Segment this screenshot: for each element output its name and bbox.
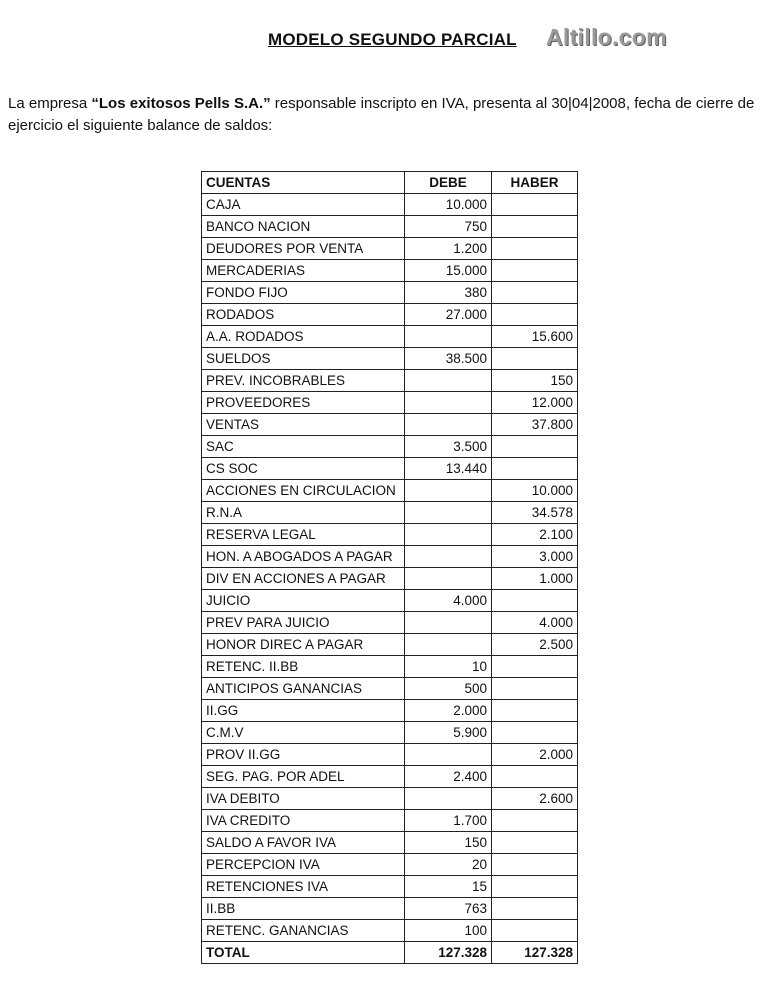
header-cuentas: CUENTAS: [202, 172, 405, 194]
account-cell: II.BB: [202, 898, 405, 920]
debe-cell: 150: [405, 832, 492, 854]
haber-cell: 37.800: [492, 414, 578, 436]
debe-cell: [405, 370, 492, 392]
haber-cell: 3.000: [492, 546, 578, 568]
intro-suffix: responsable inscripto en IVA, presenta al 30|04|2008, fecha de cierre de ejercicio el siguiente balance de saldos:: [8, 95, 755, 134]
debe-cell: [405, 480, 492, 502]
table-row: [202, 392, 578, 414]
table-row: [202, 744, 578, 766]
debe-cell: 763: [405, 898, 492, 920]
account-cell: DEUDORES POR VENTA: [202, 238, 405, 260]
table-row: [202, 810, 578, 832]
debe-cell: 500: [405, 678, 492, 700]
table-row: [202, 612, 578, 634]
table-row: [202, 194, 578, 216]
table-row: [202, 854, 578, 876]
account-cell: RETENCIONES IVA: [202, 876, 405, 898]
table-row: [202, 788, 578, 810]
haber-cell: [492, 348, 578, 370]
balance-table: [201, 171, 578, 964]
account-cell: RETENC. II.BB: [202, 656, 405, 678]
haber-cell: 4.000: [492, 612, 578, 634]
account-cell: FONDO FIJO: [202, 282, 405, 304]
haber-cell: 2.600: [492, 788, 578, 810]
table-row: [202, 502, 578, 524]
haber-cell: [492, 920, 578, 942]
table-row: [202, 282, 578, 304]
table-row: [202, 546, 578, 568]
haber-cell: [492, 854, 578, 876]
haber-cell: [492, 436, 578, 458]
account-cell: JUICIO: [202, 590, 405, 612]
table-header-row: [202, 172, 578, 194]
debe-cell: 100: [405, 920, 492, 942]
debe-cell: 38.500: [405, 348, 492, 370]
account-cell: PERCEPCION IVA: [202, 854, 405, 876]
intro-prefix: La empresa: [8, 95, 92, 112]
debe-cell: 1.700: [405, 810, 492, 832]
account-cell: ACCIONES EN CIRCULACION: [202, 480, 405, 502]
account-cell: HONOR DIREC A PAGAR: [202, 634, 405, 656]
debe-cell: [405, 524, 492, 546]
haber-cell: [492, 832, 578, 854]
table-row: [202, 326, 578, 348]
debe-cell: 750: [405, 216, 492, 238]
account-cell: R.N.A: [202, 502, 405, 524]
table-row: [202, 238, 578, 260]
haber-cell: [492, 194, 578, 216]
debe-cell: 20: [405, 854, 492, 876]
account-cell: MERCADERIAS: [202, 260, 405, 282]
table-row: [202, 590, 578, 612]
account-cell: CAJA: [202, 194, 405, 216]
total-label: TOTAL: [202, 942, 405, 964]
debe-cell: 5.900: [405, 722, 492, 744]
debe-cell: [405, 612, 492, 634]
account-cell: SAC: [202, 436, 405, 458]
debe-cell: 10.000: [405, 194, 492, 216]
debe-cell: [405, 568, 492, 590]
account-cell: DIV EN ACCIONES A PAGAR: [202, 568, 405, 590]
table-row: [202, 568, 578, 590]
table-row: [202, 832, 578, 854]
table-row: [202, 766, 578, 788]
table-row: [202, 920, 578, 942]
header-haber: HABER: [492, 172, 578, 194]
haber-cell: [492, 722, 578, 744]
debe-cell: 10: [405, 656, 492, 678]
table-row: [202, 524, 578, 546]
haber-cell: [492, 678, 578, 700]
account-cell: SUELDOS: [202, 348, 405, 370]
debe-cell: [405, 414, 492, 436]
account-cell: CS SOC: [202, 458, 405, 480]
haber-cell: [492, 238, 578, 260]
account-cell: BANCO NACION: [202, 216, 405, 238]
debe-cell: 2.000: [405, 700, 492, 722]
haber-cell: 12.000: [492, 392, 578, 414]
debe-cell: 3.500: [405, 436, 492, 458]
table-row: [202, 370, 578, 392]
account-cell: IVA CREDITO: [202, 810, 405, 832]
account-cell: C.M.V: [202, 722, 405, 744]
company-name: “Los exitosos Pells S.A.”: [91, 95, 271, 112]
table-row: [202, 414, 578, 436]
haber-cell: [492, 458, 578, 480]
table-row: [202, 348, 578, 370]
haber-cell: [492, 700, 578, 722]
debe-cell: 13.440: [405, 458, 492, 480]
total-row: [202, 942, 578, 964]
account-cell: A.A. RODADOS: [202, 326, 405, 348]
table-row: [202, 656, 578, 678]
debe-cell: [405, 502, 492, 524]
haber-cell: 1.000: [492, 568, 578, 590]
account-cell: RODADOS: [202, 304, 405, 326]
debe-cell: 15.000: [405, 260, 492, 282]
account-cell: PROVEEDORES: [202, 392, 405, 414]
haber-cell: [492, 656, 578, 678]
haber-cell: [492, 590, 578, 612]
table-row: [202, 700, 578, 722]
document-title: MODELO SEGUNDO PARCIAL: [268, 30, 517, 49]
table-row: [202, 898, 578, 920]
debe-cell: [405, 744, 492, 766]
debe-cell: [405, 634, 492, 656]
account-cell: PROV II.GG: [202, 744, 405, 766]
table-row: [202, 678, 578, 700]
table-row: [202, 480, 578, 502]
haber-cell: [492, 216, 578, 238]
debe-cell: [405, 392, 492, 414]
total-debe: 127.328: [405, 942, 492, 964]
table-row: [202, 722, 578, 744]
haber-cell: [492, 304, 578, 326]
haber-cell: 2.500: [492, 634, 578, 656]
table-row: [202, 458, 578, 480]
table-row: [202, 436, 578, 458]
table-row: [202, 216, 578, 238]
debe-cell: 380: [405, 282, 492, 304]
intro-paragraph: [8, 93, 776, 137]
debe-cell: 2.400: [405, 766, 492, 788]
haber-cell: 34.578: [492, 502, 578, 524]
haber-cell: [492, 810, 578, 832]
account-cell: PREV. INCOBRABLES: [202, 370, 405, 392]
total-haber: 127.328: [492, 942, 578, 964]
watermark-logo: Altillo.com: [546, 24, 667, 50]
account-cell: PREV PARA JUICIO: [202, 612, 405, 634]
table-row: [202, 304, 578, 326]
account-cell: IVA DEBITO: [202, 788, 405, 810]
table-row: [202, 634, 578, 656]
debe-cell: [405, 546, 492, 568]
table-row: [202, 260, 578, 282]
header-debe: DEBE: [405, 172, 492, 194]
haber-cell: 15.600: [492, 326, 578, 348]
account-cell: HON. A ABOGADOS A PAGAR: [202, 546, 405, 568]
haber-cell: [492, 260, 578, 282]
debe-cell: 1.200: [405, 238, 492, 260]
debe-cell: [405, 326, 492, 348]
haber-cell: 2.000: [492, 744, 578, 766]
haber-cell: 150: [492, 370, 578, 392]
table-body: [202, 194, 578, 942]
account-cell: II.GG: [202, 700, 405, 722]
haber-cell: 10.000: [492, 480, 578, 502]
account-cell: SEG. PAG. POR ADEL: [202, 766, 405, 788]
haber-cell: 2.100: [492, 524, 578, 546]
haber-cell: [492, 282, 578, 304]
account-cell: ANTICIPOS GANANCIAS: [202, 678, 405, 700]
table-row: [202, 876, 578, 898]
debe-cell: 27.000: [405, 304, 492, 326]
haber-cell: [492, 876, 578, 898]
debe-cell: [405, 788, 492, 810]
haber-cell: [492, 766, 578, 788]
account-cell: VENTAS: [202, 414, 405, 436]
haber-cell: [492, 898, 578, 920]
account-cell: SALDO A FAVOR IVA: [202, 832, 405, 854]
debe-cell: 15: [405, 876, 492, 898]
debe-cell: 4.000: [405, 590, 492, 612]
account-cell: RETENC. GANANCIAS: [202, 920, 405, 942]
account-cell: RESERVA LEGAL: [202, 524, 405, 546]
